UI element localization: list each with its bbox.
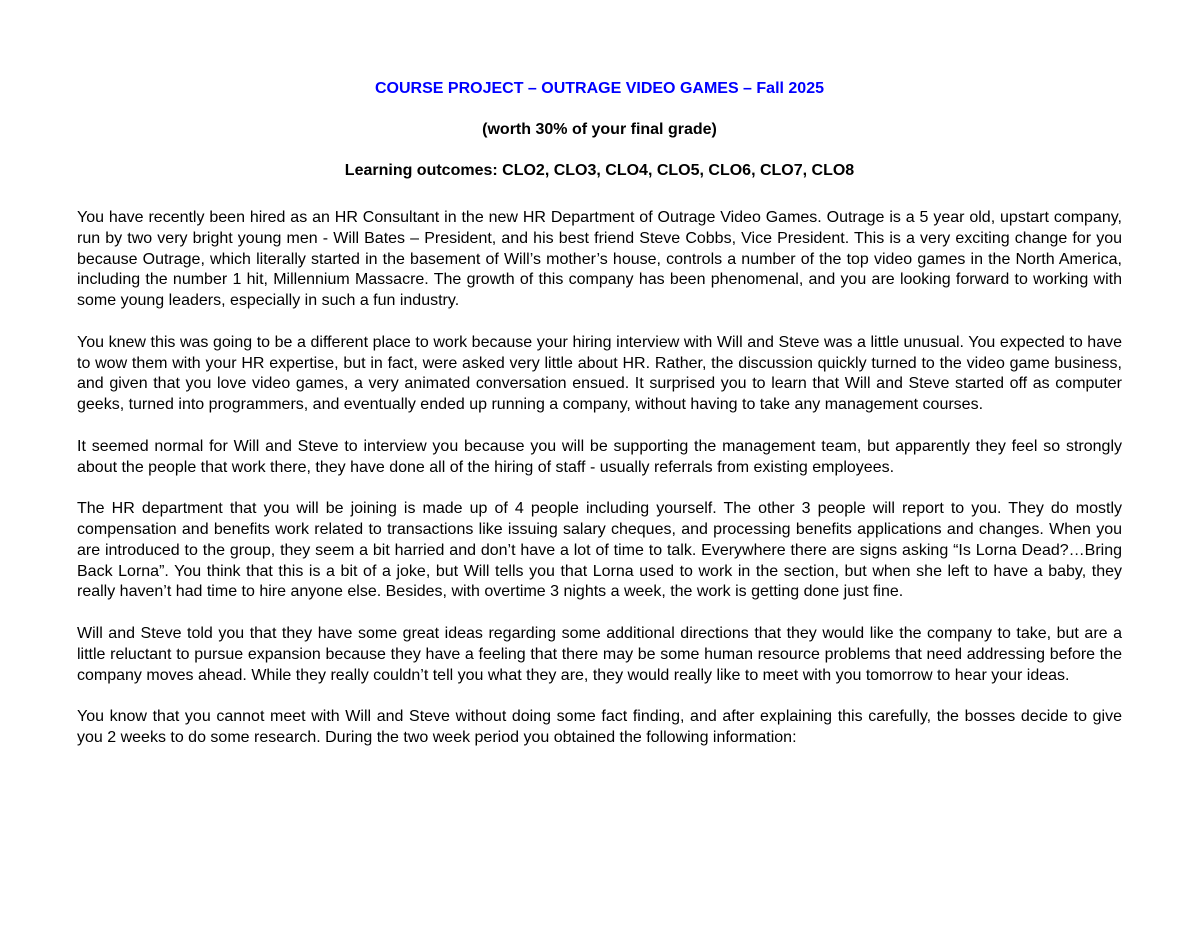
document-title: COURSE PROJECT – OUTRAGE VIDEO GAMES – Fall 2025 xyxy=(375,80,824,97)
document-subtitle: (worth 30% of your final grade) xyxy=(482,121,717,138)
document-body xyxy=(77,208,1122,749)
paragraph-expansion: Will and Steve told you that they have some great ideas regarding some additional directions that they would like the company to take, but are a little reluctant to pursue expansion because they have a feeling that there may be some human resource problems that need addressing before the company moves ahead. While they really couldn’t tell you what they are, they would really like to meet with you tomorrow to hear your ideas. xyxy=(77,624,1122,684)
paragraph-research: You know that you cannot meet with Will and Steve without doing some fact finding, and after explaining this carefully, the bosses decide to give you 2 weeks to do some research. During the two week period you obtained the following information: xyxy=(77,708,1122,746)
paragraph-hr-department: The HR department that you will be joining is made up of 4 people including yourself. The other 3 people will report to you. They do mostly compensation and benefits work related to transactions like issuing salary cheques, and processing benefits applications and changes. When you are introduced to the group, they seem a bit harried and don’t have a lot of time to talk. Everywhere there are signs asking “Is Lorna Dead?…Bring Back Lorna”. You think that this is a bit of a joke, but Will tells you that Lorna used to work in the section, but when she left to have a baby, they really haven’t had time to hire anyone else. Besides, with overtime 3 nights a week, the work is getting done just fine. xyxy=(77,500,1122,601)
paragraph-interview: You knew this was going to be a different place to work because your hiring interview with Will and Steve was a little unusual. You expected to have to wow them with your HR expertise, but in fact, were asked very little about HR. Rather, the discussion quickly turned to the video game business, and given that you love video games, a very animated conversation ensued. It surprised you to learn that Will and Steve started off as computer geeks, turned into programmers, and eventually ended up running a company, without having to take any management courses. xyxy=(77,333,1122,414)
paragraph-hiring: It seemed normal for Will and Steve to interview you because you will be supporting the management team, but apparently they feel so strongly about the people that work there, they have done all of the hiring of staff - usually referrals from existing employees. xyxy=(77,437,1122,476)
paragraph-intro: You have recently been hired as an HR Consultant in the new HR Department of Outrage Video Games. Outrage is a 5 year old, upstart company, run by two very bright young men - Will Bates – President, and his best friend Steve Cobbs, Vice President. This is a very exciting change for you because Outrage, which literally started in the basement of Will’s mother’s house, controls a number of the top video games in the North America, including the number 1 hit, Millennium Massacre. The growth of this company has been phenomenal, and you are looking forward to working with some young leaders, especially in such a fun industry. xyxy=(77,209,1122,310)
learning-outcomes: Learning outcomes: CLO2, CLO3, CLO4, CLO5, CLO6, CLO7, CLO8 xyxy=(344,162,855,179)
